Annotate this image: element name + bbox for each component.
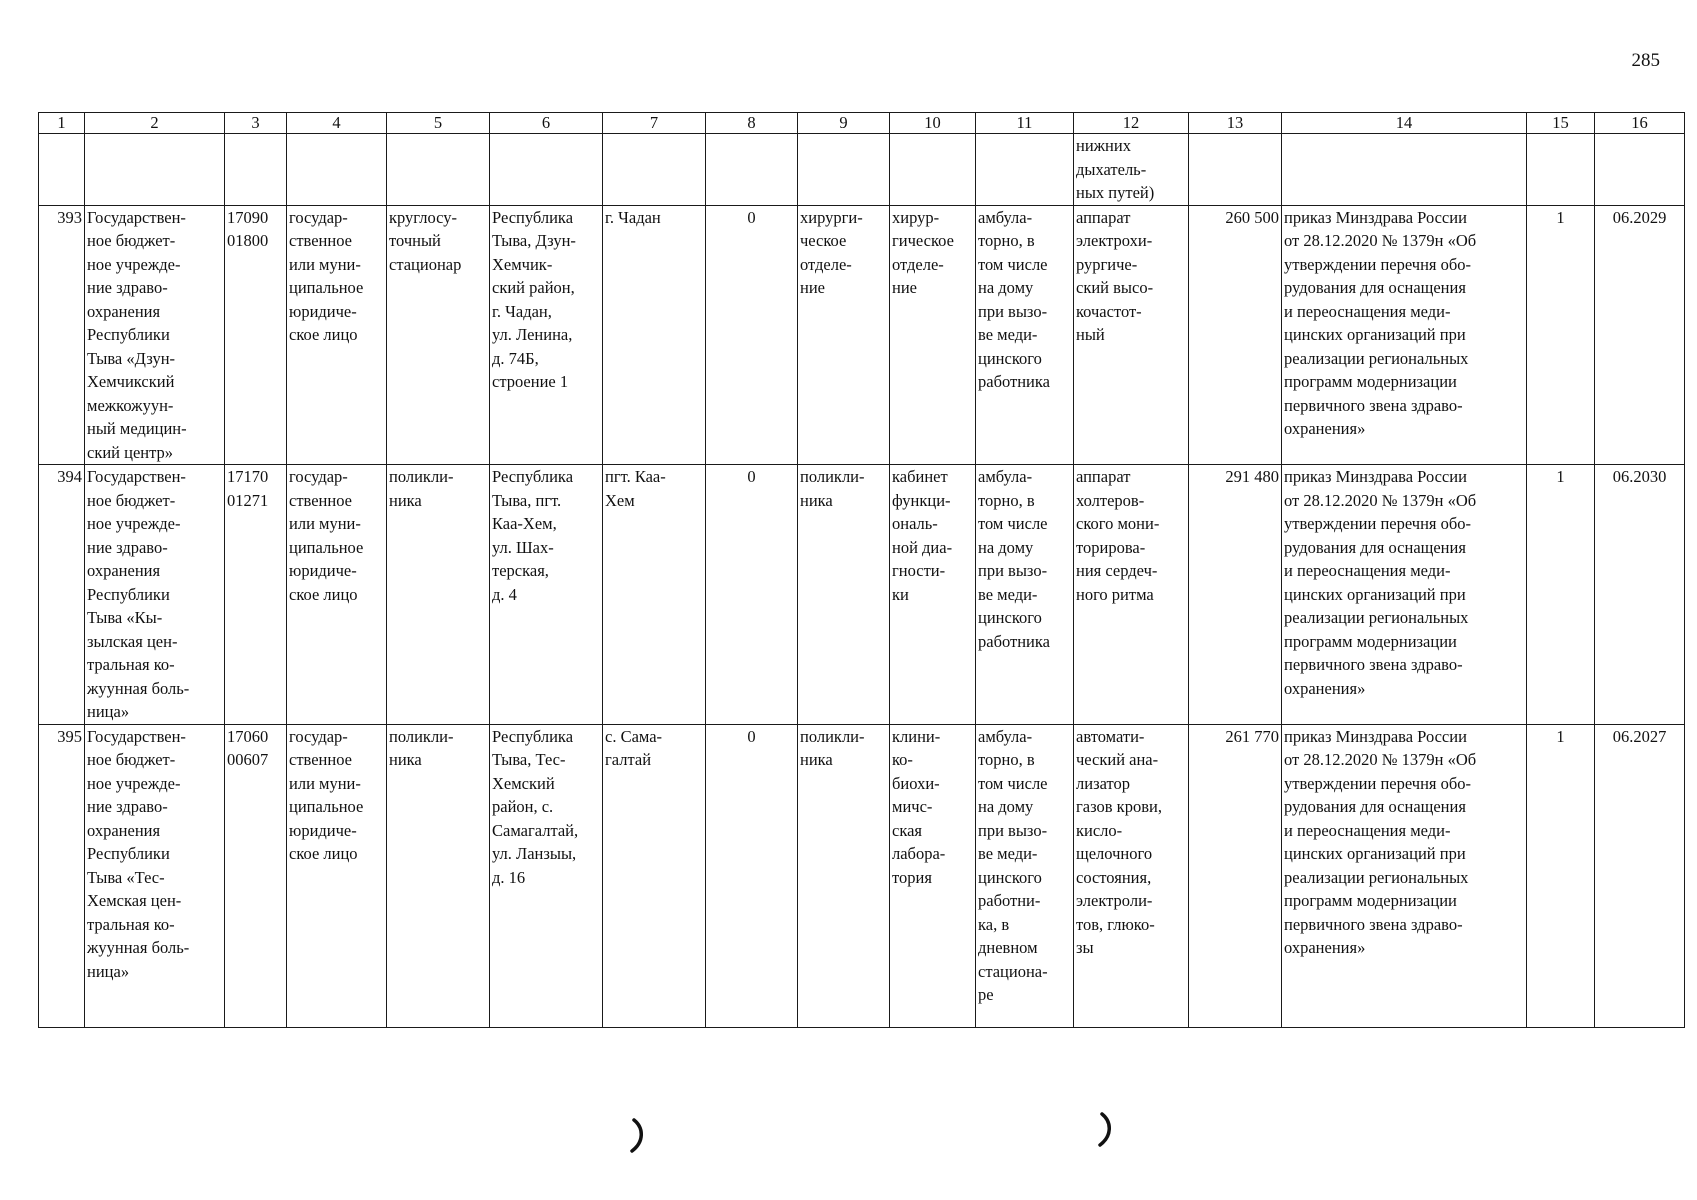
table-cell bbox=[890, 134, 976, 206]
organization-code: 17060 00607 bbox=[225, 724, 287, 1027]
date-value: 06.2029 bbox=[1595, 205, 1685, 465]
department: хирур- гическое отделе- ние bbox=[890, 205, 976, 465]
settlement: г. Чадан bbox=[603, 205, 706, 465]
column-header: 4 bbox=[287, 113, 387, 134]
column-header: 12 bbox=[1074, 113, 1189, 134]
unit-type: поликли- ника bbox=[387, 465, 490, 725]
table-row bbox=[39, 724, 1685, 1027]
legal-form: государ- ственное или муни- ципальное юридиче- ское лицо bbox=[287, 724, 387, 1027]
subdivision: поликли- ника bbox=[798, 724, 890, 1027]
quantity-value: 1 bbox=[1527, 205, 1595, 465]
address: Республика Тыва, Тес- Хемский район, с. Самагалтай, ул. Ланзыы, д. 16 bbox=[490, 724, 603, 1027]
column-header: 3 bbox=[225, 113, 287, 134]
row-number: 395 bbox=[39, 724, 85, 1027]
table-cell bbox=[39, 134, 85, 206]
subdivision: поликли- ника bbox=[798, 465, 890, 725]
table-cell bbox=[706, 134, 798, 206]
column-header: 15 bbox=[1527, 113, 1595, 134]
organization-name: Государствен- ное бюджет- ное учрежде- ние здраво- охранения Республики Тыва «Дзун- Хемчикский межкожуун- ный медицин- ский центр» bbox=[85, 205, 225, 465]
table-row bbox=[39, 465, 1685, 725]
date-value: 06.2027 bbox=[1595, 724, 1685, 1027]
row-number: 394 bbox=[39, 465, 85, 725]
cost-value: 291 480 bbox=[1189, 465, 1282, 725]
equipment-name: аппарат холтеров- ского мони- торирова- ния сердеч- ного ритма bbox=[1074, 465, 1189, 725]
column-header: 14 bbox=[1282, 113, 1527, 134]
organization-name: Государствен- ное бюджет- ное учрежде- ние здраво- охранения Республики Тыва «Тес- Хемская цен- тральная ко- жуунная боль- ница» bbox=[85, 724, 225, 1027]
table-cell bbox=[1527, 134, 1595, 206]
count-value: 0 bbox=[706, 205, 798, 465]
table-cell bbox=[1282, 134, 1527, 206]
equipment-name: аппарат электрохи- рургиче- ский высо- кочастот- ный bbox=[1074, 205, 1189, 465]
table-cell bbox=[1074, 134, 1189, 206]
column-header: 8 bbox=[706, 113, 798, 134]
column-header: 1 bbox=[39, 113, 85, 134]
table-cell bbox=[490, 134, 603, 206]
table-cell bbox=[85, 134, 225, 206]
department: кабинет функци- ональ- ной диа- гности- ки bbox=[890, 465, 976, 725]
column-header: 16 bbox=[1595, 113, 1685, 134]
column-header: 7 bbox=[603, 113, 706, 134]
address: Республика Тыва, Дзун- Хемчик- ский район, г. Чадан, ул. Ленина, д. 74Б, строение 1 bbox=[490, 205, 603, 465]
regulation-reference: приказ Минздрава России от 28.12.2020 № 1379н «Об утверждении перечня обо- рудования для оснащения и переоснащения меди- цинских организаций при реализации региональных программ модернизации первичного звена здраво- охранения» bbox=[1282, 724, 1527, 1027]
cost-value: 261 770 bbox=[1189, 724, 1282, 1027]
regulation-reference: приказ Минздрава России от 28.12.2020 № 1379н «Об утверждении перечня обо- рудования для оснащения и переоснащения меди- цинских организаций при реализации региональных программ модернизации первичного звена здраво- охранения» bbox=[1282, 205, 1527, 465]
settlement: с. Сама- галтай bbox=[603, 724, 706, 1027]
table-cell bbox=[603, 134, 706, 206]
row-number: 393 bbox=[39, 205, 85, 465]
column-header: 6 bbox=[490, 113, 603, 134]
equipment-name: автомати- ческий ана- лизатор газов крови, кисло- щелочного состояния, электроли- тов, глюко- зы bbox=[1074, 724, 1189, 1027]
care-condition: амбула- торно, в том числе на дому при вызо- ве меди- цинского работни- ка, в дневном стациона- ре bbox=[976, 724, 1074, 1027]
column-header: 13 bbox=[1189, 113, 1282, 134]
address: Республика Тыва, пгт. Каа-Хем, ул. Шах- терская, д. 4 bbox=[490, 465, 603, 725]
unit-type: круглосу- точный стационар bbox=[387, 205, 490, 465]
column-header: 2 bbox=[85, 113, 225, 134]
table-cell bbox=[287, 134, 387, 206]
table-cell bbox=[976, 134, 1074, 206]
scan-mark-right bbox=[1096, 1112, 1116, 1148]
page-number: 285 bbox=[1631, 50, 1660, 71]
equipment-table bbox=[38, 112, 1685, 1028]
table-cell bbox=[798, 134, 890, 206]
department: клини- ко- биохи- мичс- ская лабора- тория bbox=[890, 724, 976, 1027]
table-cell bbox=[387, 134, 490, 206]
column-header: 5 bbox=[387, 113, 490, 134]
table-cell bbox=[1595, 134, 1685, 206]
header-row bbox=[39, 113, 1685, 134]
table-row bbox=[39, 205, 1685, 465]
scan-mark-left bbox=[628, 1118, 648, 1154]
cost-value: 260 500 bbox=[1189, 205, 1282, 465]
regulation-reference: приказ Минздрава России от 28.12.2020 № 1379н «Об утверждении перечня обо- рудования для оснащения и переоснащения меди- цинских организаций при реализации региональных программ модернизации первичного звена здраво- охранения» bbox=[1282, 465, 1527, 725]
unit-type: поликли- ника bbox=[387, 724, 490, 1027]
count-value: 0 bbox=[706, 465, 798, 725]
legal-form: государ- ственное или муни- ципальное юридиче- ское лицо bbox=[287, 205, 387, 465]
quantity-value: 1 bbox=[1527, 724, 1595, 1027]
column-header: 9 bbox=[798, 113, 890, 134]
legal-form: государ- ственное или муни- ципальное юридиче- ское лицо bbox=[287, 465, 387, 725]
organization-code: 17170 01271 bbox=[225, 465, 287, 725]
settlement: пгт. Каа- Хем bbox=[603, 465, 706, 725]
care-condition: амбула- торно, в том числе на дому при вызо- ве меди- цинского работника bbox=[976, 465, 1074, 725]
continuation-row bbox=[39, 134, 1685, 206]
quantity-value: 1 bbox=[1527, 465, 1595, 725]
table-cell bbox=[1189, 134, 1282, 206]
equipment-continuation: нижних дыхатель- ных путей) bbox=[1076, 136, 1155, 202]
count-value: 0 bbox=[706, 724, 798, 1027]
date-value: 06.2030 bbox=[1595, 465, 1685, 725]
column-header: 10 bbox=[890, 113, 976, 134]
care-condition: амбула- торно, в том числе на дому при вызо- ве меди- цинского работника bbox=[976, 205, 1074, 465]
table-cell bbox=[225, 134, 287, 206]
subdivision: хирурги- ческое отделе- ние bbox=[798, 205, 890, 465]
organization-name: Государствен- ное бюджет- ное учрежде- ние здраво- охранения Республики Тыва «Кы- зылская цен- тральная ко- жуунная боль- ница» bbox=[85, 465, 225, 725]
organization-code: 17090 01800 bbox=[225, 205, 287, 465]
column-header: 11 bbox=[976, 113, 1074, 134]
